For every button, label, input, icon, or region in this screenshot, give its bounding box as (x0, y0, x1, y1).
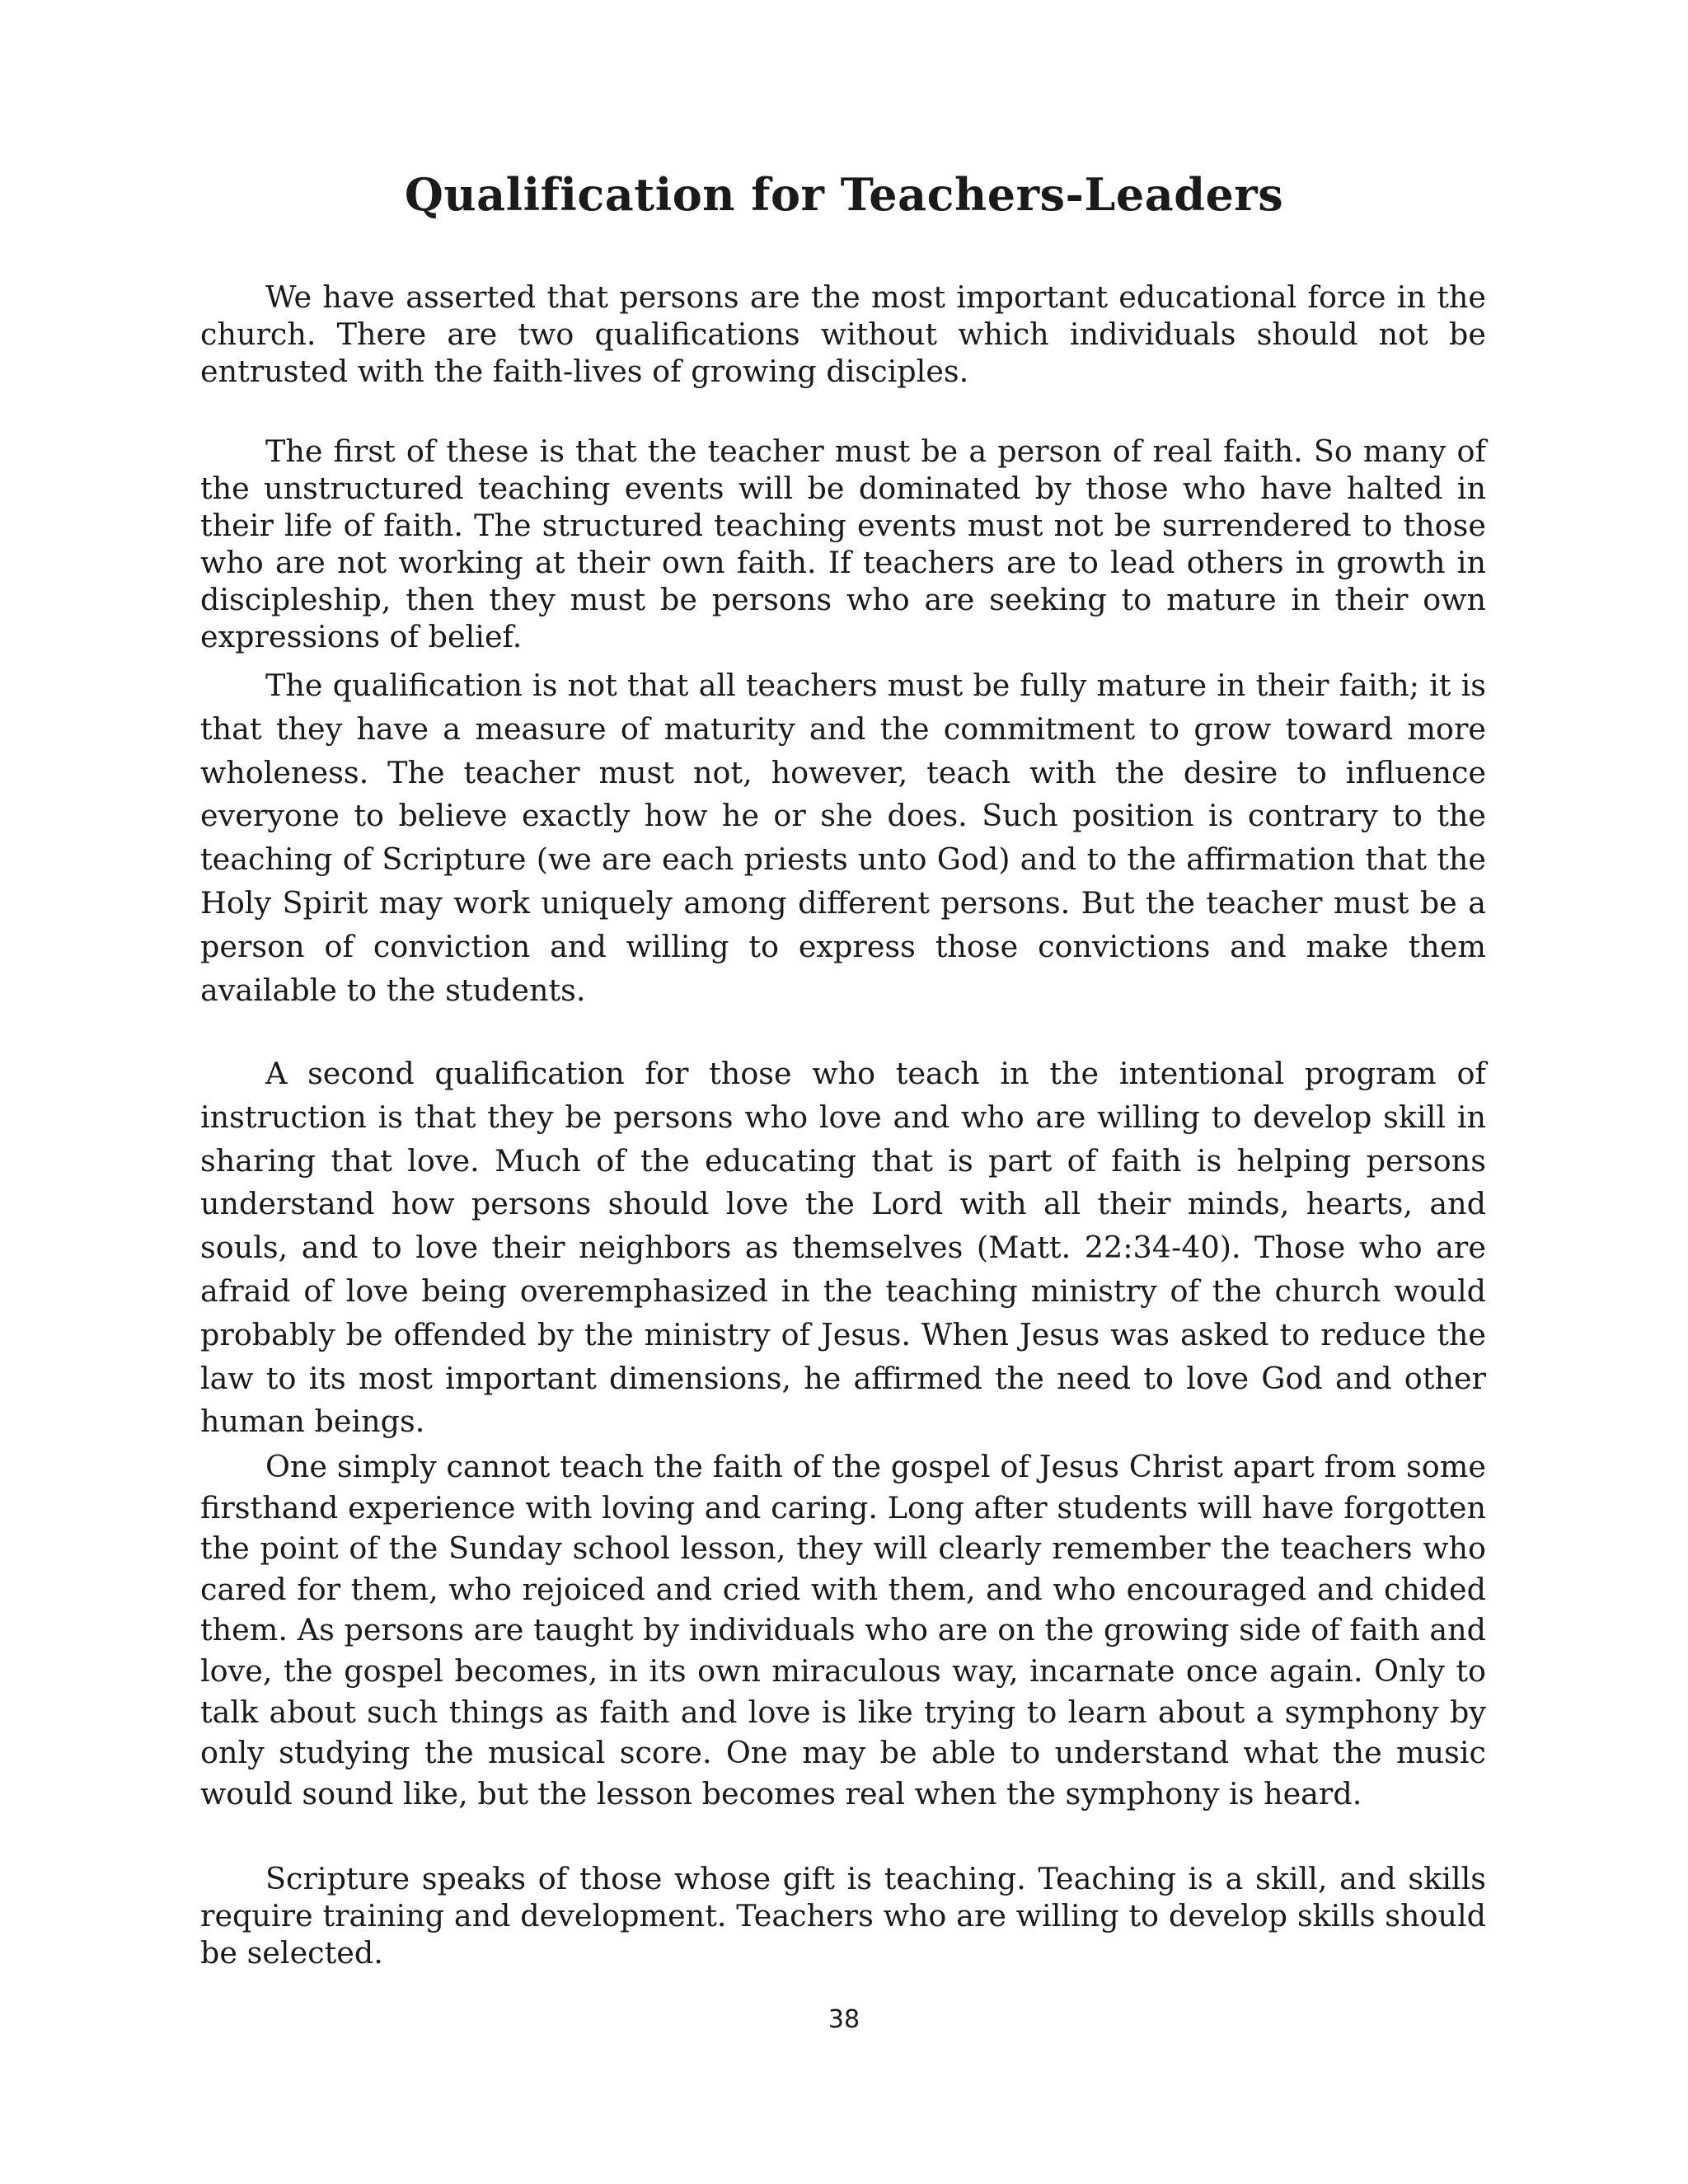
paragraph-2: The first of these is that the teacher must be a person of real faith. So many of the unstructured teaching events will be dominated by those who have halted in their life of faith. The structured teaching events must not be surrendered to those who are not working at their own faith. If teachers are to lead others in growth in discipleship, then they must be persons who are seeking to mature in their own expressions of belief. (200, 434, 1486, 654)
paragraph-3: The qualification is not that all teachers must be fully mature in their faith; it is that they have a measure of maturity and the commitment to grow toward more wholeness. The teacher must not, however, teach with the desire to influence everyone to believe exactly how he or she does. Such position is contrary to the teaching of Scripture (we are each priests unto God) and to the affirmation that the Holy Spirit may work uniquely among different persons. But the teacher must be a person of conviction and willing to express those convictions and make them available to the students. (200, 668, 1486, 1008)
paragraph-5: One simply cannot teach the faith of the gospel of Jesus Christ apart from some firsthand experience with loving and caring. Long after students will have forgotten the point of the Sunday school lesson, they will clearly remember the teachers who cared for them, who rejoiced and cried with them, and who encouraged and chided them. As persons are taught by individuals who are on the growing side of faith and love, the gospel becomes, in its own miraculous way, incarnate once again. Only to talk about such things as faith and love is like trying to learn about a symphony by only studying the musical score. One may be able to understand what the music would sound like, but the lesson becomes real when the symphony is heard. (200, 1449, 1486, 1811)
paragraph-6: Scripture speaks of those whose gift is teaching. Teaching is a skill, and skills require training and development. Teachers who are willing to develop skills should be selected. (200, 1861, 1486, 1971)
paragraph-1: We have asserted that persons are the most important educational force in the church. There are two qualifications without which individuals should not be entrusted with the faith-lives of growing disciples. (200, 279, 1486, 389)
page-title: Qualification for Teachers-Leaders (404, 168, 1284, 221)
page-number: 38 (828, 2005, 860, 2034)
paragraph-4: A second qualification for those who teach in the intentional program of instruction is that they be persons who love and who are willing to develop skill in sharing that love. Much of the educating that is part of faith is helping persons understand how persons should love the Lord with all their minds, hearts, and souls, and to love their neighbors as themselves (Matt. 22:34-40). Those who are afraid of love being overemphasized in the teaching ministry of the church would probably be offended by the ministry of Jesus. When Jesus was asked to reduce the law to its most important dimensions, he affirmed the need to love God and other human beings. (200, 1056, 1486, 1440)
